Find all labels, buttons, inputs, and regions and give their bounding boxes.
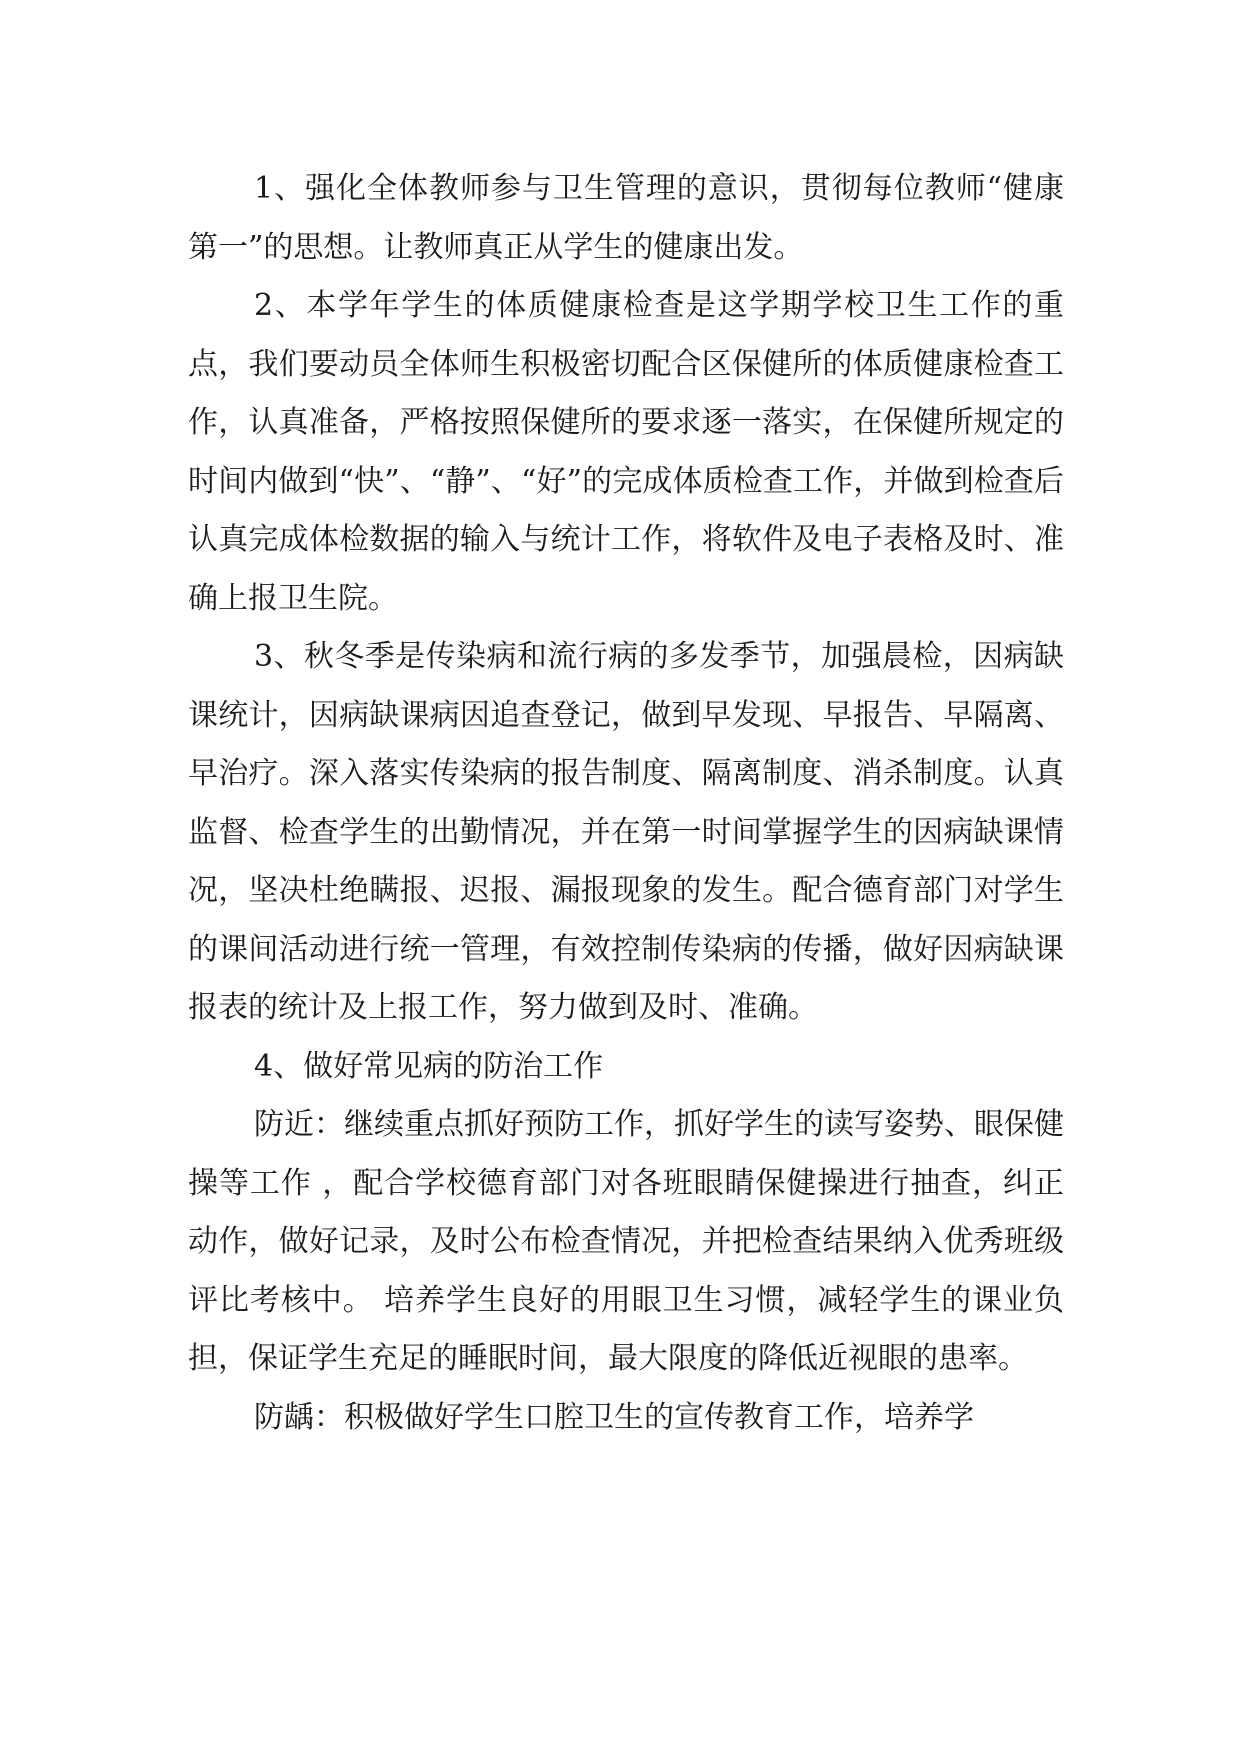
paragraph-physical-exam: 2、本学年学生的体质健康检查是这学期学校卫生工作的重点，我们要动员全体师生积极密切配合区保健所的体质健康检查工作，认真准备，严格按照保健所的要求逐一落实，在保健所规定的时间内做到“快”、“静”、“好”的完成体质检查工作，并做到检查后认真完成体检数据的输入与统计工作，将软件及电子表格及时、准确上报卫生院。	[188, 288, 1064, 616]
paragraph-caries-prevention: 防龋：积极做好学生口腔卫生的宣传教育工作，培养学	[254, 1399, 974, 1435]
document-page	[188, 160, 1064, 1447]
paragraph-common-disease-heading: 4、做好常见病的防治工作	[254, 1048, 604, 1084]
paragraph-myopia-prevention: 防近：继续重点抓好预防工作，抓好学生的读写姿势、眼保健操等工作 ，配合学校德育部门对各班眼睛保健操进行抽查，纠正动作，做好记录，及时公布检查情况，并把检查结果纳入优秀班级评比考核中。 培养学生良好的用眼卫生习惯，减轻学生的课业负担，保证学生充足的睡眠时间，最大限度的降低近视眼的患率。	[188, 1107, 1064, 1376]
paragraph-teacher-awareness: 1、强化全体教师参与卫生管理的意识，贯彻每位教师“健康第一”的思想。让教师真正从学生的健康出发。	[188, 171, 1064, 265]
paragraph-infectious-disease: 3、秋冬季是传染病和流行病的多发季节，加强晨检，因病缺课统计，因病缺课病因追查登记，做到早发现、早报告、早隔离、早治疗。深入落实传染病的报告制度、隔离制度、消杀制度。认真监督、检查学生的出勤情况，并在第一时间掌握学生的因病缺课情况，坚决杜绝瞒报、迟报、漏报现象的发生。配合德育部门对学生的课间活动进行统一管理，有效控制传染病的传播，做好因病缺课报表的统计及上报工作，努力做到及时、准确。	[188, 639, 1064, 1025]
